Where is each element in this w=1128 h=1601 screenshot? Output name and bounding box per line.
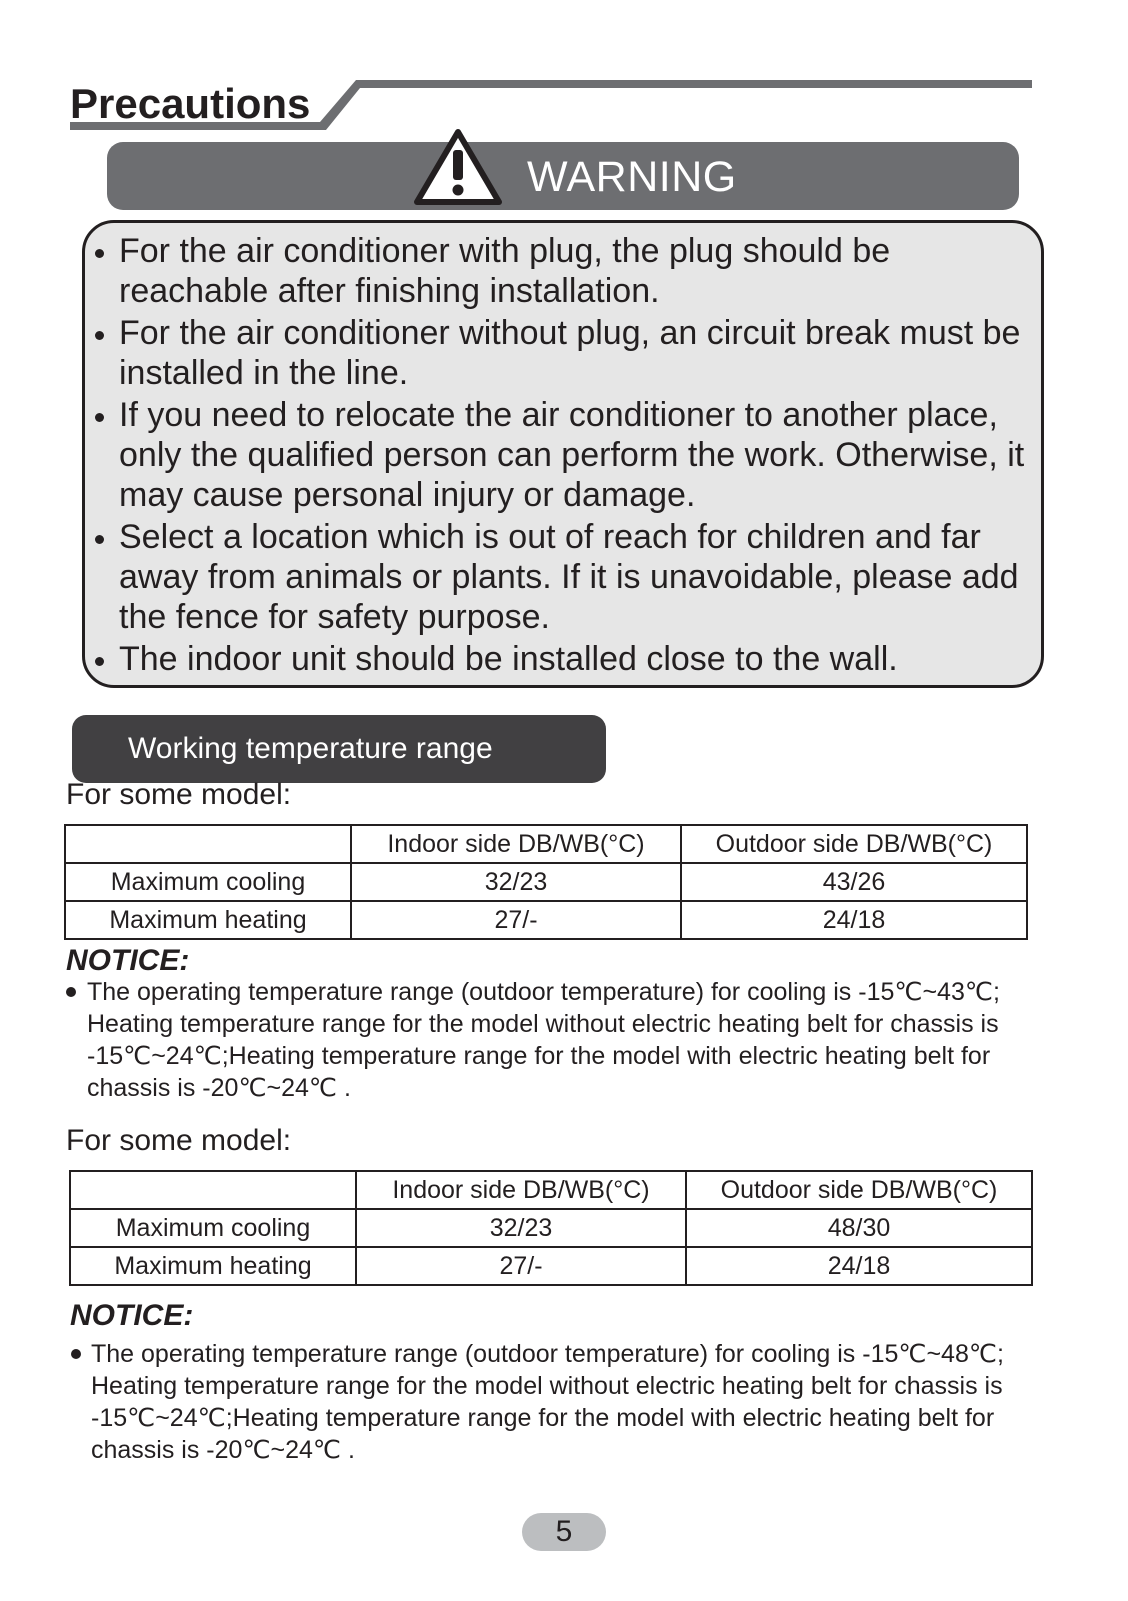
table-header-cell [65, 825, 351, 863]
table-row [70, 1209, 1032, 1247]
table-cell: 27/- [351, 901, 681, 939]
table-header-row [70, 1171, 1032, 1209]
warning-item: Select a location which is out of reach for children and far away from animals or plants. If it is unavoidable, please add the fence for safety purpose. [113, 517, 1033, 637]
table-header-row [65, 825, 1027, 863]
section-header [70, 78, 1060, 134]
warning-triangle-icon [413, 128, 503, 206]
notice-title: NOTICE: [70, 1299, 194, 1332]
bullet-icon [66, 987, 76, 997]
table-cell: Maximum cooling [65, 863, 351, 901]
table-cell: Maximum cooling [70, 1209, 356, 1247]
model-label: For some model: [66, 778, 292, 811]
table-cell: 24/18 [686, 1247, 1032, 1285]
table-cell: 32/23 [356, 1209, 686, 1247]
bullet-icon [71, 1349, 81, 1359]
warning-item: If you need to relocate the air conditioner to another place, only the qualified person can perform the work. Otherwise, it may cause personal injury or damage. [113, 395, 1033, 515]
table-row [70, 1247, 1032, 1285]
warning-item: For the air conditioner with plug, the plug should be reachable after finishing installation. [113, 231, 1033, 311]
warning-list [113, 231, 1033, 681]
table-header-cell: Indoor side DB/WB(°C) [356, 1171, 686, 1209]
table-cell: 32/23 [351, 863, 681, 901]
temperature-table [69, 1170, 1033, 1286]
warning-label: WARNING [527, 153, 737, 201]
page-title: Precautions [70, 80, 311, 127]
warning-item: For the air conditioner without plug, an circuit break must be installed in the line. [113, 313, 1033, 393]
table-cell: Maximum heating [70, 1247, 356, 1285]
table-cell: 27/- [356, 1247, 686, 1285]
table-cell: 48/30 [686, 1209, 1032, 1247]
notice-text: The operating temperature range (outdoor temperature) for cooling is -15℃~48℃; Heating temperature range for the model without electric heating belt for chassis is -15℃~24℃;Heating temperature range for the model with electric heating belt for chassis is -20℃~24℃ . [91, 1340, 1004, 1464]
table-cell: 43/26 [681, 863, 1027, 901]
table-cell: Maximum heating [65, 901, 351, 939]
warning-banner [107, 142, 1019, 210]
table-row [65, 863, 1027, 901]
notice-title: NOTICE: [66, 944, 190, 977]
table-header-cell [70, 1171, 356, 1209]
warning-item: The indoor unit should be installed close to the wall. [113, 639, 1033, 679]
table-row [65, 901, 1027, 939]
warning-box [82, 220, 1044, 688]
page-number: 5 [522, 1513, 606, 1551]
model-label: For some model: [66, 1124, 292, 1157]
table-header-cell: Outdoor side DB/WB(°C) [686, 1171, 1032, 1209]
table-header-cell: Outdoor side DB/WB(°C) [681, 825, 1027, 863]
table-cell: 24/18 [681, 901, 1027, 939]
section-title: Working temperature range [128, 732, 493, 765]
temperature-table [64, 824, 1028, 940]
table-header-cell: Indoor side DB/WB(°C) [351, 825, 681, 863]
section-title-pill [72, 715, 606, 783]
notice-text: The operating temperature range (outdoor temperature) for cooling is -15℃~43℃; Heating temperature range for the model without electric heating belt for chassis is -15℃~24℃;Heating temperature range for the model with electric heating belt for chassis is -20℃~24℃ . [87, 978, 1000, 1102]
